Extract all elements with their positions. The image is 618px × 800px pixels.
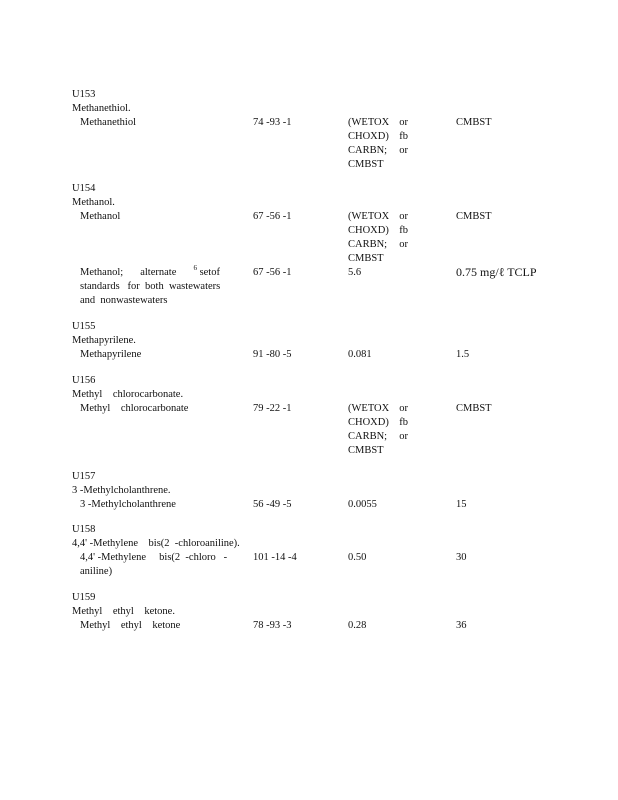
waste-code: U155 [72, 321, 96, 332]
ww-token: CARBN; [348, 239, 388, 250]
nonwastewater-standard: 1.5 [456, 349, 470, 360]
cas-number: 101 -14 -4 [253, 552, 297, 563]
waste-name: Methyl ethyl ketone. [72, 606, 175, 617]
wastewater-standard [348, 402, 408, 458]
constituent-name: Methyl chlorocarbonate [80, 403, 189, 414]
constituent-name: Methyl ethyl ketone [80, 620, 181, 631]
ww-token: CHOXD) [348, 417, 389, 428]
wastewater-standard: 0.0055 [348, 499, 377, 510]
nonwastewater-standard: CMBST [456, 403, 492, 414]
ww-token: (WETOX [348, 211, 390, 222]
waste-code: U154 [72, 183, 96, 194]
constituent-name-alternate [80, 266, 220, 308]
ww-token: CARBN; [348, 431, 388, 442]
wastewater-standard: 0.50 [348, 552, 367, 563]
constituent-text: and nonwastewaters [80, 295, 168, 306]
constituent-text: Methanol; [80, 267, 124, 278]
ww-token: CARBN; [348, 145, 388, 156]
wastewater-standard: 0.081 [348, 349, 372, 360]
waste-code: U156 [72, 375, 96, 386]
nonwastewater-standard: 15 [456, 499, 467, 510]
constituent-name: Methanethiol [80, 117, 136, 128]
wastewater-standard: 0.28 [348, 620, 367, 631]
waste-code: U153 [72, 89, 96, 100]
waste-code: U157 [72, 471, 96, 482]
ww-token: or [399, 145, 408, 156]
ww-token: CHOXD) [348, 131, 389, 142]
cas-number: 67 -56 -1 [253, 267, 292, 278]
ww-token: fb [399, 417, 408, 428]
constituent-name: aniline) [80, 566, 113, 577]
waste-code: U158 [72, 524, 96, 535]
waste-name: Methanol. [72, 197, 115, 208]
cas-number: 79 -22 -1 [253, 403, 292, 414]
wastewater-standard [348, 210, 408, 266]
constituent-text: alternate [140, 267, 177, 278]
waste-name: Methapyrilene. [72, 335, 136, 346]
ww-token: (WETOX [348, 403, 390, 414]
cas-number: 91 -80 -5 [253, 349, 292, 360]
cas-number: 56 -49 -5 [253, 499, 292, 510]
constituent-name: 3 -Methylcholanthrene [80, 499, 176, 510]
ww-token: CMBST [348, 253, 384, 264]
waste-name: Methyl chlorocarbonate. [72, 389, 184, 400]
ww-token: or [399, 239, 408, 250]
ww-token: CMBST [348, 445, 384, 456]
nonwastewater-standard: 0.75 mg/ℓ TCLP [456, 265, 537, 279]
footnote-marker: 6 [193, 264, 197, 272]
wastewater-standard [348, 116, 408, 172]
ww-token: or [399, 211, 408, 222]
constituent-name: 4,4' -Methylene bis(2 -chloro - [80, 552, 228, 563]
cas-number: 67 -56 -1 [253, 211, 292, 222]
constituent-text: standards for both wastewaters [80, 281, 221, 292]
wastewater-standard: 5.6 [348, 267, 362, 278]
constituent-text: setof [199, 267, 220, 278]
ww-token: CHOXD) [348, 225, 389, 236]
ww-token: fb [399, 225, 408, 236]
waste-code: U159 [72, 592, 96, 603]
waste-name: 4,4' -Methylene bis(2 -chloroaniline). [72, 538, 240, 549]
nonwastewater-standard: CMBST [456, 211, 492, 222]
waste-name: Methanethiol. [72, 103, 131, 114]
nonwastewater-standard: 30 [456, 552, 467, 563]
constituent-name: Methapyrilene [80, 349, 142, 360]
ww-token: fb [399, 131, 408, 142]
cas-number: 74 -93 -1 [253, 117, 292, 128]
cas-number: 78 -93 -3 [253, 620, 292, 631]
nonwastewater-standard: CMBST [456, 117, 492, 128]
ww-token: or [399, 117, 408, 128]
waste-name: 3 -Methylcholanthrene. [72, 485, 171, 496]
ww-token: (WETOX [348, 117, 390, 128]
ww-token: or [399, 431, 408, 442]
ww-token: or [399, 403, 408, 414]
ww-token: CMBST [348, 159, 384, 170]
constituent-name: Methanol [80, 211, 121, 222]
nonwastewater-standard: 36 [456, 620, 467, 631]
